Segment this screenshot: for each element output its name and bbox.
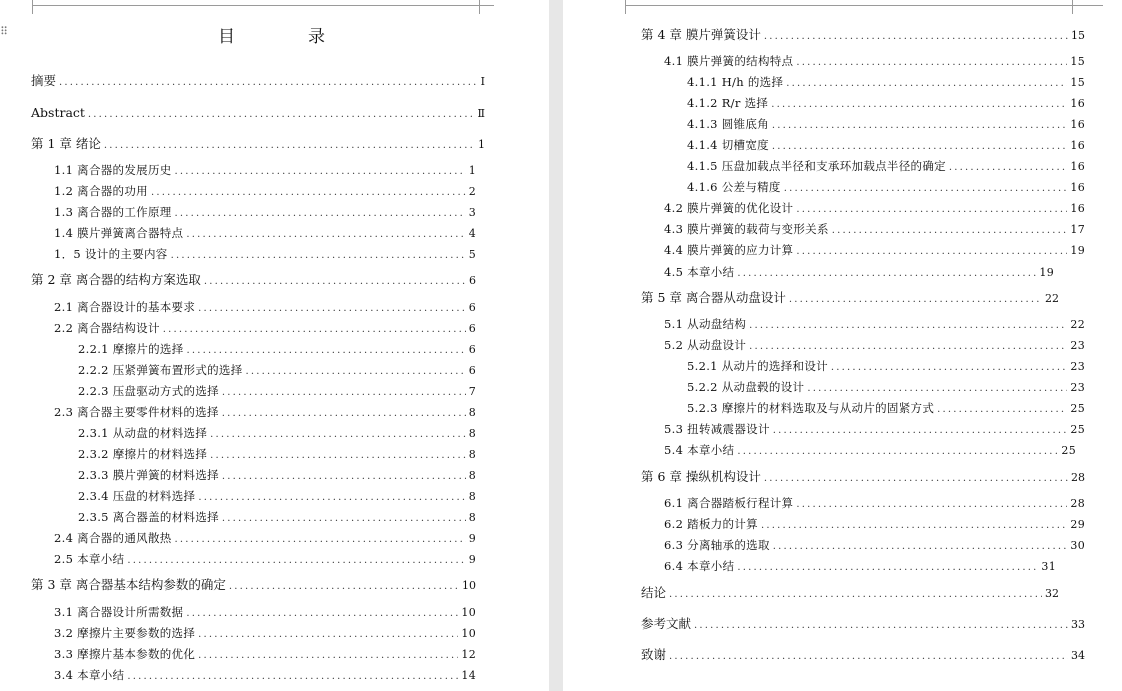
toc-leader-dots bbox=[796, 55, 1067, 71]
toc-entry[interactable] bbox=[54, 183, 476, 199]
toc-entry-page: 33 bbox=[1071, 618, 1085, 631]
toc-leader-dots bbox=[764, 29, 1068, 45]
toc-page-right bbox=[563, 0, 1122, 691]
toc-entry-page: 16 bbox=[1070, 181, 1085, 194]
toc-leader-dots bbox=[772, 118, 1067, 134]
toc-entry-page: 34 bbox=[1071, 649, 1085, 662]
toc-entry[interactable] bbox=[54, 667, 476, 683]
toc-entry-page: 6 bbox=[468, 343, 476, 356]
toc-entry[interactable] bbox=[641, 647, 1085, 663]
toc-entry-title: 4.1.4 切槽宽度 bbox=[687, 138, 769, 152]
toc-entry[interactable] bbox=[78, 446, 476, 462]
toc-leader-dots bbox=[198, 490, 465, 506]
header-rule bbox=[625, 5, 1103, 6]
toc-entry[interactable] bbox=[54, 625, 476, 641]
toc-entry-title: 5.1 从动盘结构 bbox=[664, 317, 747, 331]
toc-entry-title: 4.1.6 公差与精度 bbox=[687, 180, 781, 194]
toc-leader-dots bbox=[786, 76, 1067, 92]
toc-entry-title: 4.1.3 圆锥底角 bbox=[687, 117, 769, 131]
toc-entry-page: 25 bbox=[1070, 423, 1085, 436]
toc-entry[interactable] bbox=[641, 469, 1085, 485]
toc-entry-page: Ⅱ bbox=[477, 107, 485, 120]
toc-entry-title: 5.2.1 从动片的选择和设计 bbox=[687, 359, 828, 373]
toc-entry[interactable] bbox=[664, 316, 1085, 332]
toc-entry-title: 6.4 本章小结 bbox=[664, 559, 735, 573]
toc-leader-dots bbox=[246, 364, 466, 380]
toc-entry-title: Abstract bbox=[31, 105, 85, 120]
toc-leader-dots bbox=[186, 227, 465, 243]
toc-entry[interactable] bbox=[664, 516, 1085, 532]
toc-entry-page: 23 bbox=[1070, 381, 1085, 394]
toc-entry-title: 2.3.3 膜片弹簧的材料选择 bbox=[78, 468, 219, 482]
toc-entry-page: 15 bbox=[1071, 29, 1085, 42]
toc-leader-dots bbox=[104, 138, 475, 154]
toc-entry-title: 5.2 从动盘设计 bbox=[664, 338, 747, 352]
toc-entry[interactable] bbox=[31, 73, 485, 89]
toc-leader-dots bbox=[186, 606, 458, 622]
crop-mark bbox=[1072, 0, 1073, 14]
toc-entry[interactable] bbox=[54, 530, 476, 546]
toc-entry-page: 4 bbox=[468, 227, 476, 240]
toc-entry-title: 2.3.4 压盘的材料选择 bbox=[78, 489, 196, 503]
toc-leader-dots bbox=[694, 618, 1068, 634]
toc-entry-title: 2.2.1 摩擦片的选择 bbox=[78, 342, 184, 356]
toc-leader-dots bbox=[831, 360, 1067, 376]
toc-leader-dots bbox=[198, 627, 458, 643]
toc-leader-dots bbox=[789, 292, 1042, 308]
toc-entry-title: 2.3.2 摩擦片的材料选择 bbox=[78, 447, 208, 461]
toc-entry[interactable] bbox=[687, 358, 1085, 374]
toc-entry-title: 第 4 章 膜片弹簧设计 bbox=[641, 27, 761, 42]
toc-entry-page: 6 bbox=[468, 322, 476, 335]
toc-entry-title: 2.2.3 压盘驱动方式的选择 bbox=[78, 384, 219, 398]
toc-entry-page: 12 bbox=[461, 648, 476, 661]
toc-entry[interactable] bbox=[687, 74, 1085, 90]
toc-entry-page: 25 bbox=[1061, 444, 1076, 457]
toc-entry-page: 22 bbox=[1045, 292, 1059, 305]
toc-entry-page: 8 bbox=[468, 406, 476, 419]
toc-entry-title: 4.1.2 R/r 选择 bbox=[687, 96, 769, 110]
toc-leader-dots bbox=[222, 385, 466, 401]
toc-entry-page: 8 bbox=[468, 511, 476, 524]
crop-mark bbox=[32, 0, 33, 14]
toc-entry-page: 6 bbox=[468, 301, 476, 314]
toc-entry[interactable] bbox=[641, 27, 1085, 43]
toc-page-left bbox=[0, 0, 549, 691]
toc-entry-title: 5.2.2 从动盘毂的设计 bbox=[687, 380, 805, 394]
toc-entry-title: 第 3 章 离合器基本结构参数的确定 bbox=[31, 577, 226, 592]
toc-entry[interactable] bbox=[664, 558, 1056, 574]
toc-entry[interactable] bbox=[78, 341, 476, 357]
toc-leader-dots bbox=[187, 343, 466, 359]
toc-entry-title: 3.1 离合器设计所需数据 bbox=[54, 605, 184, 619]
toc-leader-dots bbox=[771, 97, 1067, 113]
toc-entry[interactable] bbox=[664, 200, 1085, 216]
toc-entry[interactable] bbox=[78, 488, 476, 504]
toc-entry-title: 4.3 膜片弹簧的载荷与变形关系 bbox=[664, 222, 829, 236]
toc-entry[interactable] bbox=[664, 421, 1085, 437]
toc-entry-title: 第 5 章 离合器从动盘设计 bbox=[641, 290, 786, 305]
toc-entry-title: 第 2 章 离合器的结构方案选取 bbox=[31, 272, 201, 287]
toc-leader-dots bbox=[210, 427, 466, 443]
toc-leader-dots bbox=[210, 448, 466, 464]
toc-entry[interactable] bbox=[687, 116, 1085, 132]
toc-entry-page: 6 bbox=[468, 364, 476, 377]
toc-entry-title: 1.2 离合器的功用 bbox=[54, 184, 148, 198]
toc-leader-dots bbox=[737, 560, 1038, 576]
toc-entry[interactable] bbox=[641, 585, 1059, 601]
toc-entry-page: 8 bbox=[468, 469, 476, 482]
toc-entry-page: Ⅰ bbox=[480, 75, 485, 88]
toc-entry-title: 2.1 离合器设计的基本要求 bbox=[54, 300, 196, 314]
toc-entry-page: 7 bbox=[468, 385, 476, 398]
toc-leader-dots bbox=[222, 469, 466, 485]
toc-entry-page: 3 bbox=[468, 206, 476, 219]
toc-entry-title: 2.5 本章小结 bbox=[54, 552, 125, 566]
toc-entry-title: 2.3 离合器主要零件材料的选择 bbox=[54, 405, 219, 419]
toc-entry-page: 10 bbox=[461, 627, 476, 640]
toc-leader-dots bbox=[796, 244, 1067, 260]
toc-leader-dots bbox=[832, 223, 1068, 239]
toc-entry-title: 6.1 离合器踏板行程计算 bbox=[664, 496, 794, 510]
toc-entry-title: 4.2 膜片弹簧的优化设计 bbox=[664, 201, 794, 215]
toc-entry-page: 14 bbox=[461, 669, 476, 682]
toc-entry[interactable] bbox=[54, 320, 476, 336]
toc-entry-page: 30 bbox=[1070, 539, 1085, 552]
toc-leader-dots bbox=[198, 301, 466, 317]
toc-entry-page: 5 bbox=[468, 248, 476, 261]
toc-entry[interactable] bbox=[78, 362, 476, 378]
toc-entry-page: 19 bbox=[1039, 266, 1054, 279]
toc-entry-title: 1.4 膜片弹簧离合器特点 bbox=[54, 226, 184, 240]
toc-entry-page: 16 bbox=[1070, 160, 1085, 173]
toc-leader-dots bbox=[175, 206, 466, 222]
toc-leader-dots bbox=[949, 160, 1067, 176]
toc-entry-page: 15 bbox=[1070, 55, 1085, 68]
toc-entry-page: 28 bbox=[1071, 471, 1085, 484]
toc-leader-dots bbox=[151, 185, 466, 201]
toc-entry-title: 3.4 本章小结 bbox=[54, 668, 125, 682]
toc-leader-dots bbox=[764, 471, 1068, 487]
toc-entry[interactable] bbox=[54, 604, 476, 620]
toc-leader-dots bbox=[737, 444, 1058, 460]
toc-entry[interactable] bbox=[664, 337, 1085, 353]
toc-entry-page: 2 bbox=[468, 185, 476, 198]
toc-leader-dots bbox=[749, 339, 1067, 355]
toc-leader-dots bbox=[761, 518, 1067, 534]
toc-leader-dots bbox=[229, 579, 459, 595]
toc-entry-title: 4.1.1 H/h 的选择 bbox=[687, 75, 784, 89]
toc-entry[interactable] bbox=[687, 158, 1085, 174]
toc-entry[interactable] bbox=[664, 264, 1054, 280]
toc-entry-page: 23 bbox=[1070, 360, 1085, 373]
toc-leader-dots bbox=[796, 202, 1067, 218]
toc-entry[interactable] bbox=[78, 467, 476, 483]
toc-entry-page: 31 bbox=[1041, 560, 1056, 573]
toc-entry-title: 2.2 离合器结构设计 bbox=[54, 321, 160, 335]
toc-leader-dots bbox=[171, 248, 466, 264]
toc-entry-title: 6.3 分离轴承的选取 bbox=[664, 538, 770, 552]
toc-entry[interactable] bbox=[687, 400, 1085, 416]
toc-entry[interactable] bbox=[687, 137, 1085, 153]
toc-leader-dots bbox=[88, 107, 475, 123]
toc-leader-dots bbox=[796, 497, 1067, 513]
toc-entry-page: 10 bbox=[461, 606, 476, 619]
toc-entry-title: 第 1 章 绪论 bbox=[31, 136, 101, 151]
toc-entry-page: 17 bbox=[1070, 223, 1085, 236]
toc-entry-title: 第 6 章 操纵机构设计 bbox=[641, 469, 761, 484]
toc-entry-title: 1.3 离合器的工作原理 bbox=[54, 205, 172, 219]
toc-entry[interactable] bbox=[54, 225, 476, 241]
toc-entry-title: 5.3 扭转减震器设计 bbox=[664, 422, 770, 436]
toc-leader-dots bbox=[127, 669, 458, 685]
toc-entry[interactable] bbox=[31, 272, 476, 288]
toc-entry-title: 2.3.1 从动盘的材料选择 bbox=[78, 426, 208, 440]
toc-entry-title: 4.1 膜片弹簧的结构特点 bbox=[664, 54, 794, 68]
toc-entry-title: 2.3.5 离合器盖的材料选择 bbox=[78, 510, 219, 524]
toc-entry[interactable] bbox=[641, 290, 1059, 306]
toc-entry[interactable] bbox=[78, 425, 476, 441]
toc-entry-page: 22 bbox=[1070, 318, 1085, 331]
toc-entry-title: 参考文献 bbox=[641, 616, 692, 631]
toc-entry[interactable] bbox=[31, 577, 476, 593]
toc-entry[interactable] bbox=[664, 495, 1085, 511]
toc-leader-dots bbox=[163, 322, 466, 338]
toc-entry-page: 15 bbox=[1070, 76, 1085, 89]
toc-entry[interactable] bbox=[54, 404, 476, 420]
toc-leader-dots bbox=[937, 402, 1067, 418]
toc-leader-dots bbox=[669, 649, 1068, 665]
toc-entry-title: 1．5 设计的主要内容 bbox=[54, 247, 168, 261]
toc-entry[interactable] bbox=[664, 242, 1085, 258]
toc-leader-dots bbox=[737, 266, 1036, 282]
toc-leader-dots bbox=[772, 139, 1067, 155]
toc-entry-title: 5.2.3 摩擦片的材料选取及与从动片的固紧方式 bbox=[687, 401, 935, 415]
toc-entry-page: 28 bbox=[1070, 497, 1085, 510]
toc-entry[interactable] bbox=[54, 162, 476, 178]
toc-entry-title: 4.4 膜片弹簧的应力计算 bbox=[664, 243, 794, 257]
toc-leader-dots bbox=[807, 381, 1067, 397]
toc-entry-title: 1.1 离合器的发展历史 bbox=[54, 163, 172, 177]
toc-entry-title: 5.4 本章小结 bbox=[664, 443, 735, 457]
toc-leader-dots bbox=[669, 587, 1042, 603]
toc-leader-dots bbox=[784, 181, 1068, 197]
toc-entry-page: 16 bbox=[1070, 118, 1085, 131]
toc-entry[interactable] bbox=[664, 442, 1076, 458]
toc-entry-title: 3.2 摩擦片主要参数的选择 bbox=[54, 626, 196, 640]
toc-title: 目 录 bbox=[218, 27, 353, 47]
toc-entry[interactable] bbox=[687, 179, 1085, 195]
toc-entry-page: 16 bbox=[1070, 97, 1085, 110]
toc-entry-title: 摘要 bbox=[31, 73, 57, 88]
toc-entry[interactable] bbox=[664, 537, 1085, 553]
toc-entry[interactable] bbox=[54, 204, 476, 220]
toc-entry-title: 2.2.2 压紧弹簧布置形式的选择 bbox=[78, 363, 243, 377]
toc-entry[interactable] bbox=[31, 105, 485, 121]
toc-entry-title: 致谢 bbox=[641, 647, 667, 662]
toc-entry-title: 3.3 摩擦片基本参数的优化 bbox=[54, 647, 196, 661]
toc-entry-title: 4.5 本章小结 bbox=[664, 265, 735, 279]
toc-entry-title: 2.4 离合器的通风散热 bbox=[54, 531, 172, 545]
toc-entry-page: 6 bbox=[469, 274, 476, 287]
toc-entry-page: 29 bbox=[1070, 518, 1085, 531]
crop-mark bbox=[625, 0, 626, 14]
toc-leader-dots bbox=[773, 539, 1068, 555]
toc-entry[interactable] bbox=[641, 616, 1085, 632]
toc-entry[interactable] bbox=[687, 95, 1085, 111]
toc-entry-title: 6.2 踏板力的计算 bbox=[664, 517, 758, 531]
toc-leader-dots bbox=[127, 553, 465, 569]
toc-leader-dots bbox=[175, 164, 466, 180]
toc-entry-page: 8 bbox=[468, 448, 476, 461]
toc-entry-page: 25 bbox=[1070, 402, 1085, 415]
toc-leader-dots bbox=[222, 511, 466, 527]
toc-leader-dots bbox=[773, 423, 1068, 439]
toc-entry-page: 32 bbox=[1045, 587, 1059, 600]
toc-entry[interactable] bbox=[54, 551, 476, 567]
toc-leader-dots bbox=[59, 75, 478, 91]
header-rule bbox=[32, 5, 494, 6]
toc-entry-page: 8 bbox=[468, 490, 476, 503]
toc-entry-page: 8 bbox=[468, 427, 476, 440]
toc-entry-page: 9 bbox=[468, 553, 476, 566]
toc-leader-dots bbox=[204, 274, 466, 290]
toc-entry-page: 19 bbox=[1070, 244, 1085, 257]
toc-entry[interactable] bbox=[687, 379, 1085, 395]
toc-leader-dots bbox=[175, 532, 466, 548]
toc-entry[interactable] bbox=[664, 53, 1085, 69]
table-move-handle-icon[interactable]: ⠿ bbox=[0, 25, 9, 38]
toc-entry-page: 23 bbox=[1070, 339, 1085, 352]
toc-entry-page: 1 bbox=[468, 164, 476, 177]
toc-entry[interactable] bbox=[54, 646, 476, 662]
crop-mark bbox=[479, 0, 480, 14]
toc-leader-dots bbox=[222, 406, 466, 422]
toc-entry[interactable] bbox=[664, 221, 1085, 237]
toc-entry-page: 16 bbox=[1070, 202, 1085, 215]
toc-entry[interactable] bbox=[78, 383, 476, 399]
toc-entry[interactable] bbox=[31, 136, 485, 152]
toc-leader-dots bbox=[749, 318, 1067, 334]
toc-entry-title: 4.1.5 压盘加载点半径和支承环加载点半径的确定 bbox=[687, 159, 946, 173]
toc-entry-title: 结论 bbox=[641, 585, 667, 600]
toc-entry-page: 1 bbox=[478, 138, 485, 151]
toc-entry-page: 16 bbox=[1070, 139, 1085, 152]
toc-entry[interactable] bbox=[54, 299, 476, 315]
toc-entry-page: 10 bbox=[462, 579, 476, 592]
toc-entry[interactable] bbox=[54, 246, 476, 262]
toc-entry[interactable] bbox=[78, 509, 476, 525]
toc-entry-page: 9 bbox=[468, 532, 476, 545]
toc-leader-dots bbox=[198, 648, 458, 664]
